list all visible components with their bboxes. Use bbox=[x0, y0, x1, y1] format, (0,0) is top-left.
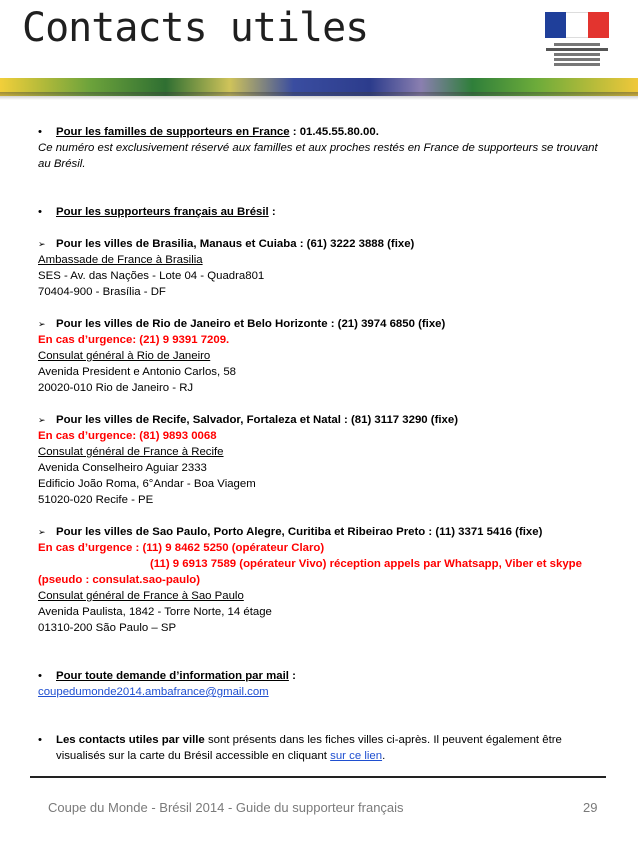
mail-address-link[interactable]: coupedumonde2014.ambafrance@gmail.com bbox=[38, 686, 269, 698]
arrow-bullet-icon: ➢ bbox=[38, 415, 46, 425]
recife-heading: ➢ Pour les villes de Recife, Salvador, Fortaleza et Natal : (81) 3117 3290 (fixe) bbox=[38, 414, 459, 426]
rio-address-2: 20020-010 Rio de Janeiro - RJ bbox=[38, 382, 194, 394]
brazil-supporters-line: • Pour les supporteurs français au Brésil : bbox=[38, 206, 276, 218]
bullet-icon: • bbox=[38, 734, 42, 746]
republique-francaise-logo bbox=[542, 12, 612, 76]
bullet-icon: • bbox=[38, 670, 42, 682]
villes-line-2: visualisés sur la carte du Brésil accessible en cliquant sur ce lien. bbox=[56, 750, 386, 762]
bullet-icon: • bbox=[38, 206, 42, 218]
saopaulo-urgence-1: En cas d’urgence : (11) 9 8462 5250 (opérateur Claro) bbox=[38, 542, 325, 554]
recife-office: Consulat général de France à Recife bbox=[38, 446, 224, 458]
header-shadow bbox=[0, 92, 638, 100]
rio-address-1: Avenida President e Antonio Carlos, 58 bbox=[38, 366, 236, 378]
arrow-bullet-icon: ➢ bbox=[38, 239, 46, 249]
arrow-bullet-icon: ➢ bbox=[38, 527, 46, 537]
families-note: Ce numéro est exclusivement réservé aux familles et aux proches restés en France de supporteurs se trouvant au Brésil. bbox=[38, 142, 598, 170]
brasilia-address-2: 70404-900 - Brasília - DF bbox=[38, 286, 166, 298]
arrow-bullet-icon: ➢ bbox=[38, 319, 46, 329]
recife-urgence: En cas d’urgence: (81) 9893 0068 bbox=[38, 430, 217, 442]
recife-address-2: Edificio João Roma, 6°Andar - Boa Viagem bbox=[38, 478, 256, 490]
header-band bbox=[0, 0, 638, 105]
recife-address-3: 51020-020 Recife - PE bbox=[38, 494, 154, 506]
footer-text: Coupe du Monde - Brésil 2014 - Guide du supporteur français bbox=[48, 800, 404, 815]
french-flag-icon bbox=[545, 12, 609, 38]
saopaulo-office: Consulat général de France à Sao Paulo bbox=[38, 590, 244, 602]
page-number: 29 bbox=[583, 800, 598, 815]
saopaulo-address-1: Avenida Paulista, 1842 - Torre Norte, 14 étage bbox=[38, 606, 272, 618]
footer-divider bbox=[30, 776, 606, 778]
carte-bresil-link[interactable]: sur ce lien bbox=[330, 750, 383, 762]
saopaulo-address-2: 01310-200 São Paulo – SP bbox=[38, 622, 177, 634]
bullet-icon: • bbox=[38, 126, 42, 138]
brasilia-heading: ➢ Pour les villes de Brasilia, Manaus et Cuiaba : (61) 3222 3888 (fixe) bbox=[38, 238, 415, 250]
ministry-logo-text-lines bbox=[542, 41, 612, 68]
recife-address-1: Avenida Conselheiro Aguiar 2333 bbox=[38, 462, 207, 474]
rio-office: Consulat général à Rio de Janeiro bbox=[38, 350, 211, 362]
page-title: Contacts utiles bbox=[22, 5, 369, 51]
brasilia-address-1: SES - Av. das Nações - Lote 04 - Quadra801 bbox=[38, 270, 265, 282]
families-line: • Pour les familles de supporteurs en France : 01.45.55.80.00. bbox=[38, 126, 379, 138]
contacts-content bbox=[38, 124, 598, 764]
brasilia-office: Ambassade de France à Brasilia bbox=[38, 254, 203, 266]
mail-line: • Pour toute demande d’information par mail : bbox=[38, 670, 296, 682]
villes-line: • Les contacts utiles par ville sont présents dans les fiches villes ci-après. Il peuvent également être bbox=[38, 734, 562, 746]
saopaulo-urgence-2: (11) 9 6913 7589 (opérateur Vivo) réception appels par Whatsapp, Viber et skype bbox=[150, 558, 582, 570]
saopaulo-pseudo: (pseudo : consulat.sao-paulo) bbox=[38, 574, 201, 586]
saopaulo-heading: ➢ Pour les villes de Sao Paulo, Porto Alegre, Curitiba et Ribeirao Preto : (11) 3371 5416 (fixe) bbox=[38, 526, 543, 538]
rio-heading: ➢ Pour les villes de Rio de Janeiro et Belo Horizonte : (21) 3974 6850 (fixe) bbox=[38, 318, 446, 330]
rio-urgence: En cas d’urgence: (21) 9 9391 7209. bbox=[38, 334, 230, 346]
